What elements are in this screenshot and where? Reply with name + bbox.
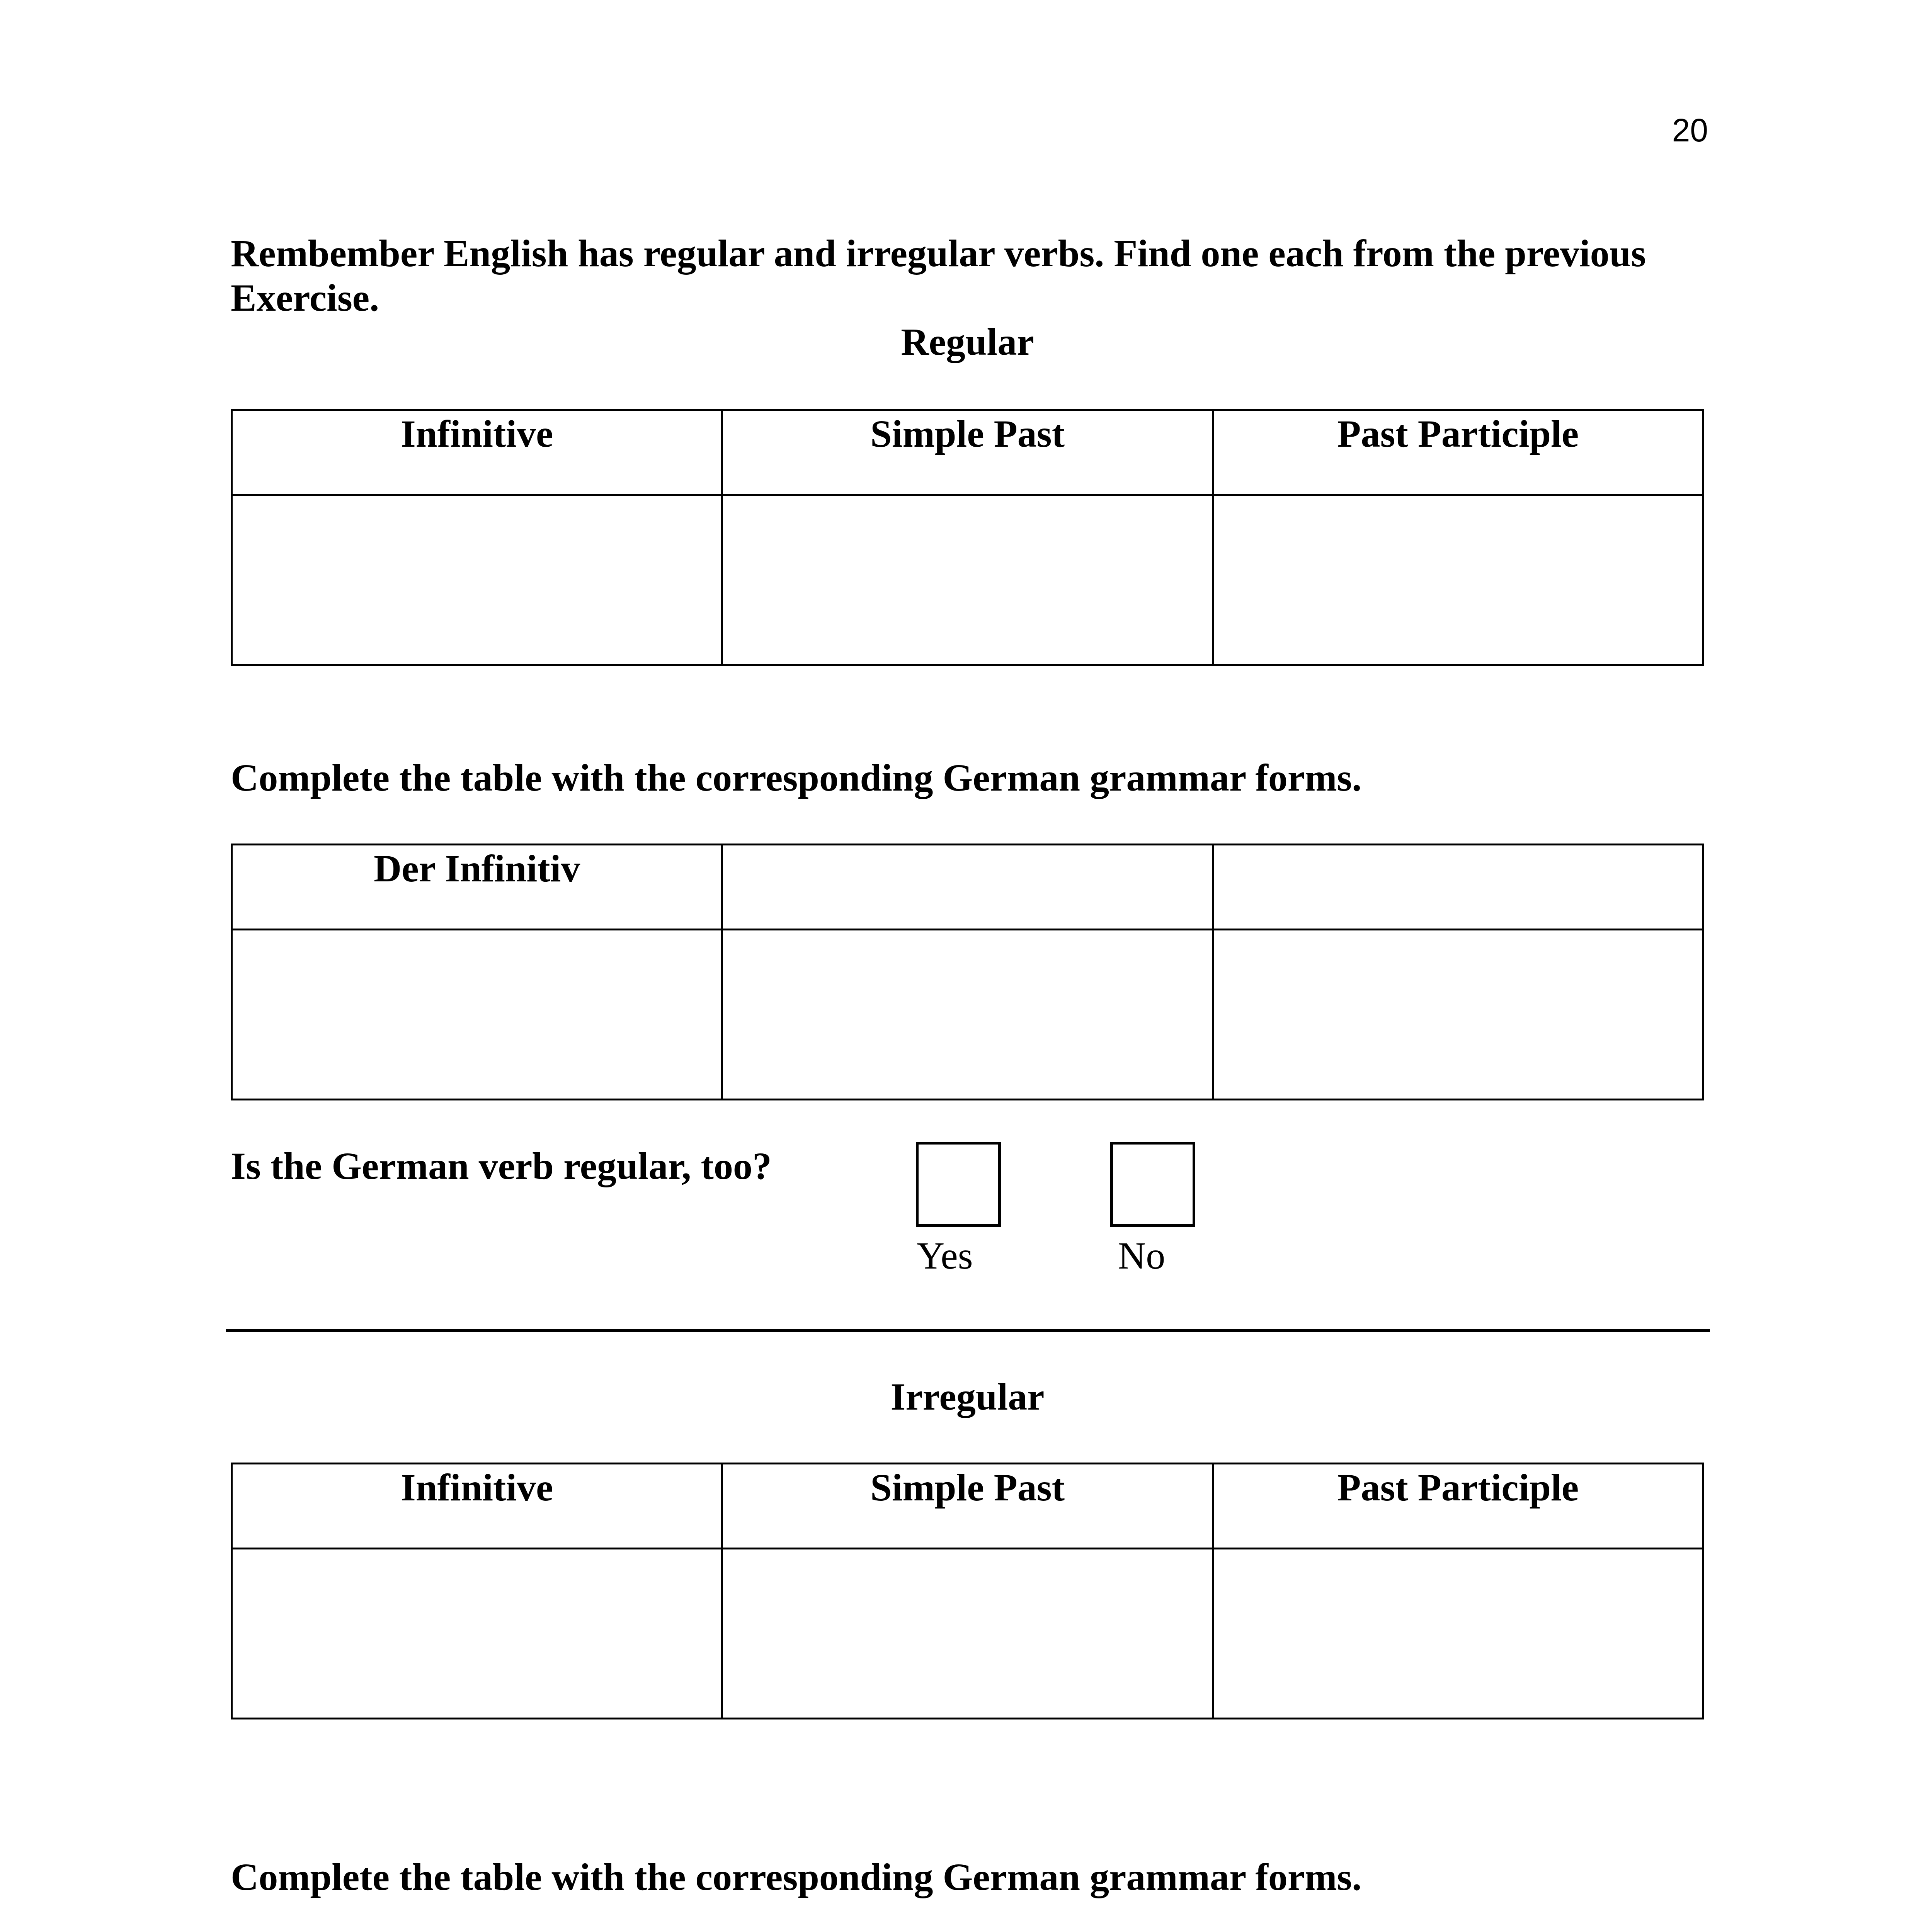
regular-english-table <box>231 409 1704 666</box>
table-header-row <box>232 410 1703 495</box>
infinitive-header: Infinitive <box>400 1466 553 1509</box>
answer-cell-infinitive[interactable] <box>232 1549 722 1719</box>
answer-cell-german-1[interactable] <box>232 930 722 1100</box>
simple-past-header: Simple Past <box>870 412 1065 455</box>
table-header-row <box>232 1464 1703 1549</box>
infinitive-header: Infinitive <box>400 412 553 455</box>
simple-past-header: Simple Past <box>870 1466 1065 1509</box>
past-participle-header: Past Participle <box>1337 1466 1579 1509</box>
irregular-section-title: Irregular <box>890 1375 1045 1418</box>
regular-german-instruction: Complete the table with the corresponding German grammar forms. <box>231 756 1362 799</box>
irregular-english-table <box>231 1463 1704 1719</box>
table-header-cell <box>1213 1464 1703 1549</box>
table-row <box>232 930 1703 1100</box>
answer-cell-simple-past[interactable] <box>722 495 1213 665</box>
table-row <box>232 495 1703 665</box>
regular-question: Is the German verb regular, too? <box>231 1145 772 1187</box>
table-header-cell <box>232 410 722 495</box>
table-header-cell <box>722 1464 1213 1549</box>
table-header-cell <box>722 410 1213 495</box>
answer-cell-simple-past[interactable] <box>722 1549 1213 1719</box>
answer-cell-infinitive[interactable] <box>232 495 722 665</box>
regular-yes-checkbox[interactable] <box>916 1142 1001 1227</box>
regular-no-label: No <box>1118 1234 1166 1277</box>
answer-cell-past-participle[interactable] <box>1213 1549 1703 1719</box>
table-header-cell <box>232 1464 722 1549</box>
intro-instruction: Rembember English has regular and irregular verbs. Find one each from the previous Exercise. <box>231 232 1646 319</box>
irregular-german-instruction: Complete the table with the corresponding German grammar forms. <box>231 1855 1362 1898</box>
past-participle-header: Past Participle <box>1337 412 1579 455</box>
table-header-cell <box>232 845 722 930</box>
table-header-cell <box>1213 410 1703 495</box>
answer-cell-past-participle[interactable] <box>1213 495 1703 665</box>
regular-no-checkbox[interactable] <box>1110 1142 1195 1227</box>
section-divider <box>226 1329 1710 1332</box>
answer-cell-german-3[interactable] <box>1213 930 1703 1100</box>
regular-section-title: Regular <box>901 320 1034 363</box>
regular-yes-label: Yes <box>917 1234 973 1277</box>
regular-german-table <box>231 844 1704 1100</box>
german-header-cell-3[interactable] <box>1213 845 1703 930</box>
answer-cell-german-2[interactable] <box>722 930 1213 1100</box>
table-row <box>232 1549 1703 1719</box>
der-infinitiv-header: Der Infinitiv <box>374 847 580 890</box>
table-header-row <box>232 845 1703 930</box>
german-header-cell-2[interactable] <box>722 845 1213 930</box>
page-number: 20 <box>1672 112 1708 148</box>
